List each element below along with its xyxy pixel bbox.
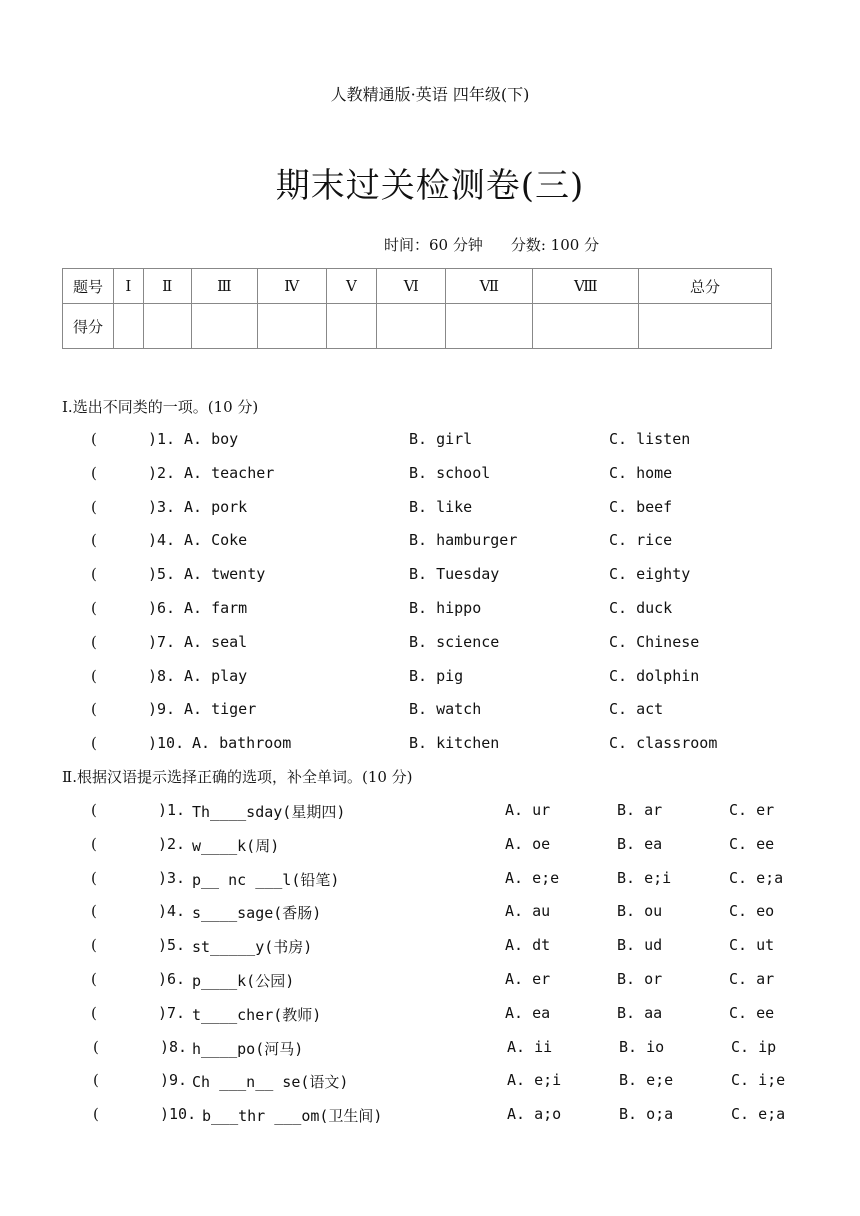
question-number: )2. — [148, 463, 176, 482]
time-limit: 时间：60 分钟 — [384, 236, 483, 254]
question-row — [0, 633, 860, 653]
option-b: B. like — [409, 497, 473, 516]
option-c: C. act — [609, 700, 664, 719]
option-c: C. classroom — [609, 734, 718, 753]
score-entry-cell[interactable] — [258, 304, 327, 349]
option-b: B. hamburger — [409, 531, 518, 550]
option-c: C. ee — [729, 1003, 775, 1022]
score-table-cell: Ⅱ — [143, 269, 191, 304]
option-a: A. e;e — [505, 868, 560, 887]
option-c: C. ar — [729, 970, 775, 988]
option-c: C. e;a — [729, 868, 784, 887]
question-row — [0, 430, 860, 450]
option-a: A. teacher — [184, 463, 275, 482]
option-a: A. e;i — [507, 1071, 562, 1090]
question-number: )9. — [148, 700, 176, 719]
word-prompt: Th____sday(星期四) — [192, 803, 346, 821]
question-number: )9. — [160, 1071, 188, 1090]
answer-bracket[interactable]: ( — [91, 834, 97, 853]
option-a: A. tiger — [184, 700, 257, 719]
exam-meta — [384, 234, 599, 255]
option-a: A. twenty — [184, 565, 266, 584]
answer-bracket[interactable]: ( — [91, 565, 97, 584]
score-entry-cell[interactable] — [377, 304, 446, 349]
question-row — [0, 902, 860, 922]
option-b: B. io — [619, 1037, 665, 1056]
answer-bracket[interactable]: ( — [91, 970, 97, 988]
option-a: A. pork — [184, 497, 248, 516]
option-a: A. boy — [184, 430, 239, 448]
option-c: C. eo — [729, 902, 775, 921]
score-table-cell: Ⅴ — [326, 269, 377, 304]
option-b: B. ar — [617, 801, 663, 819]
question-row — [0, 970, 860, 990]
score-entry-cell[interactable] — [446, 304, 533, 349]
question-number: )5. — [158, 936, 186, 955]
option-b: B. kitchen — [409, 734, 500, 753]
option-b: B. or — [617, 970, 663, 988]
score-entry-cell[interactable] — [114, 304, 144, 349]
option-c: C. ip — [731, 1037, 777, 1056]
answer-bracket[interactable]: ( — [91, 902, 97, 921]
score-table-cell: 得分 — [63, 304, 114, 349]
score-entry-cell[interactable] — [143, 304, 191, 349]
word-prompt: p__ nc ___l(铅笔) — [192, 870, 340, 889]
answer-bracket[interactable]: ( — [91, 497, 97, 516]
paper-subtitle: 人教精通版·英语 四年级(下) — [330, 85, 530, 104]
option-b: B. science — [409, 632, 500, 651]
option-c: C. home — [609, 463, 673, 482]
answer-bracket[interactable]: ( — [91, 868, 97, 887]
option-c: C. rice — [609, 531, 673, 550]
question-row — [0, 801, 860, 821]
option-c: C. ee — [729, 834, 775, 853]
score-entry-cell[interactable] — [533, 304, 639, 349]
score-table-cell: Ⅳ — [258, 269, 327, 304]
score-table-score-row — [63, 304, 772, 349]
option-b: B. school — [409, 463, 491, 482]
option-a: A. Coke — [184, 531, 248, 550]
answer-bracket[interactable]: ( — [93, 1105, 99, 1124]
option-b: B. hippo — [409, 599, 482, 617]
option-a: A. ur — [505, 801, 551, 819]
option-a: A. seal — [184, 632, 248, 651]
word-prompt: b___thr ___om(卫生间) — [202, 1107, 383, 1126]
question-number: )1. — [158, 801, 186, 819]
question-number: )8. — [160, 1037, 188, 1056]
option-b: B. watch — [409, 700, 482, 719]
answer-bracket[interactable]: ( — [91, 463, 97, 482]
option-c: C. duck — [609, 599, 673, 617]
word-prompt: st_____y(书房) — [192, 938, 313, 957]
option-c: C. i;e — [731, 1071, 786, 1090]
option-b: B. girl — [409, 430, 473, 448]
question-number: )8. — [148, 666, 176, 685]
question-number: )10. — [160, 1105, 197, 1124]
section2-heading: Ⅱ.根据汉语提示选择正确的选项，补全单词。(10 分) — [62, 768, 413, 786]
score-table — [62, 268, 772, 349]
answer-bracket[interactable]: ( — [91, 801, 97, 819]
question-number: )4. — [158, 902, 186, 921]
question-number: )5. — [148, 565, 176, 584]
question-row — [0, 869, 860, 889]
option-b: B. aa — [617, 1003, 663, 1022]
score-table-cell: 总分 — [639, 269, 772, 304]
score-entry-cell[interactable] — [191, 304, 257, 349]
score-table-cell: 题号 — [63, 269, 114, 304]
option-a: A. dt — [505, 936, 551, 955]
question-row — [0, 1105, 860, 1125]
word-prompt: Ch ___n__ se(语文) — [192, 1073, 349, 1092]
option-b: B. ud — [617, 936, 663, 955]
word-prompt: h____po(河马) — [192, 1039, 304, 1058]
option-b: B. o;a — [619, 1105, 674, 1124]
answer-bracket[interactable]: ( — [91, 599, 97, 617]
answer-bracket[interactable]: ( — [91, 666, 97, 685]
word-prompt: w____k(周) — [192, 836, 280, 855]
word-prompt: t____cher(教师) — [192, 1005, 322, 1024]
answer-bracket[interactable]: ( — [93, 1037, 99, 1056]
question-number: )7. — [158, 1003, 186, 1022]
option-c: C. er — [729, 801, 775, 819]
question-number: )10. — [148, 734, 185, 753]
option-b: B. pig — [409, 666, 464, 685]
question-number: )7. — [148, 632, 176, 651]
option-b: B. ea — [617, 834, 663, 853]
question-number: )3. — [158, 868, 186, 887]
option-c: C. listen — [609, 430, 691, 448]
option-a: A. ea — [505, 1003, 551, 1022]
answer-bracket[interactable]: ( — [91, 936, 97, 955]
option-b: B. Tuesday — [409, 565, 500, 584]
option-c: C. beef — [609, 497, 673, 516]
option-b: B. e;e — [619, 1071, 674, 1090]
paper-title: 期末过关检测卷(三) — [275, 166, 585, 206]
question-row — [0, 1071, 860, 1091]
answer-bracket[interactable]: ( — [91, 734, 97, 753]
question-row — [0, 1038, 860, 1058]
score-entry-cell[interactable] — [639, 304, 772, 349]
option-c: C. Chinese — [609, 632, 700, 651]
answer-bracket[interactable]: ( — [91, 700, 97, 719]
question-number: )4. — [148, 531, 176, 550]
option-a: A. ii — [507, 1037, 553, 1056]
question-row — [0, 531, 860, 551]
question-row — [0, 835, 860, 855]
score-entry-cell[interactable] — [326, 304, 377, 349]
question-row — [0, 498, 860, 518]
option-b: B. ou — [617, 902, 663, 921]
question-row — [0, 1004, 860, 1024]
word-prompt: s____sage(香肠) — [192, 904, 322, 923]
option-c: C. eighty — [609, 565, 691, 584]
word-prompt: p____k(公园) — [192, 972, 295, 990]
question-row — [0, 464, 860, 484]
section1-heading: Ⅰ.选出不同类的一项。(10 分) — [62, 398, 259, 416]
option-a: A. oe — [505, 834, 551, 853]
option-b: B. e;i — [617, 868, 672, 887]
question-number: )6. — [158, 970, 186, 988]
answer-bracket[interactable]: ( — [91, 1003, 97, 1022]
score-table-cell: Ⅲ — [191, 269, 257, 304]
answer-bracket[interactable]: ( — [91, 632, 97, 651]
question-row — [0, 936, 860, 956]
score-table-cell: Ⅷ — [533, 269, 639, 304]
option-c: C. ut — [729, 936, 775, 955]
question-row — [0, 599, 860, 619]
option-c: C. e;a — [731, 1105, 786, 1124]
question-row — [0, 667, 860, 687]
answer-bracket[interactable]: ( — [91, 430, 97, 448]
question-number: )2. — [158, 834, 186, 853]
answer-bracket[interactable]: ( — [91, 531, 97, 550]
answer-bracket[interactable]: ( — [93, 1071, 99, 1090]
option-a: A. play — [184, 666, 248, 685]
score-table-cell: Ⅵ — [377, 269, 446, 304]
option-a: A. a;o — [507, 1105, 562, 1124]
option-a: A. bathroom — [192, 734, 292, 753]
score-table-cell: Ⅰ — [114, 269, 144, 304]
score-table-cell: Ⅶ — [446, 269, 533, 304]
question-number: )3. — [148, 497, 176, 516]
question-number: )6. — [148, 599, 176, 617]
question-number: )1. — [148, 430, 176, 448]
question-row — [0, 565, 860, 585]
option-a: A. au — [505, 902, 551, 921]
total-score: 分数: 100 分 — [510, 236, 600, 254]
option-c: C. dolphin — [609, 666, 700, 685]
question-row — [0, 734, 860, 754]
score-table-header-row — [63, 269, 772, 304]
option-a: A. er — [505, 970, 551, 988]
option-a: A. farm — [184, 599, 248, 617]
question-row — [0, 700, 860, 720]
